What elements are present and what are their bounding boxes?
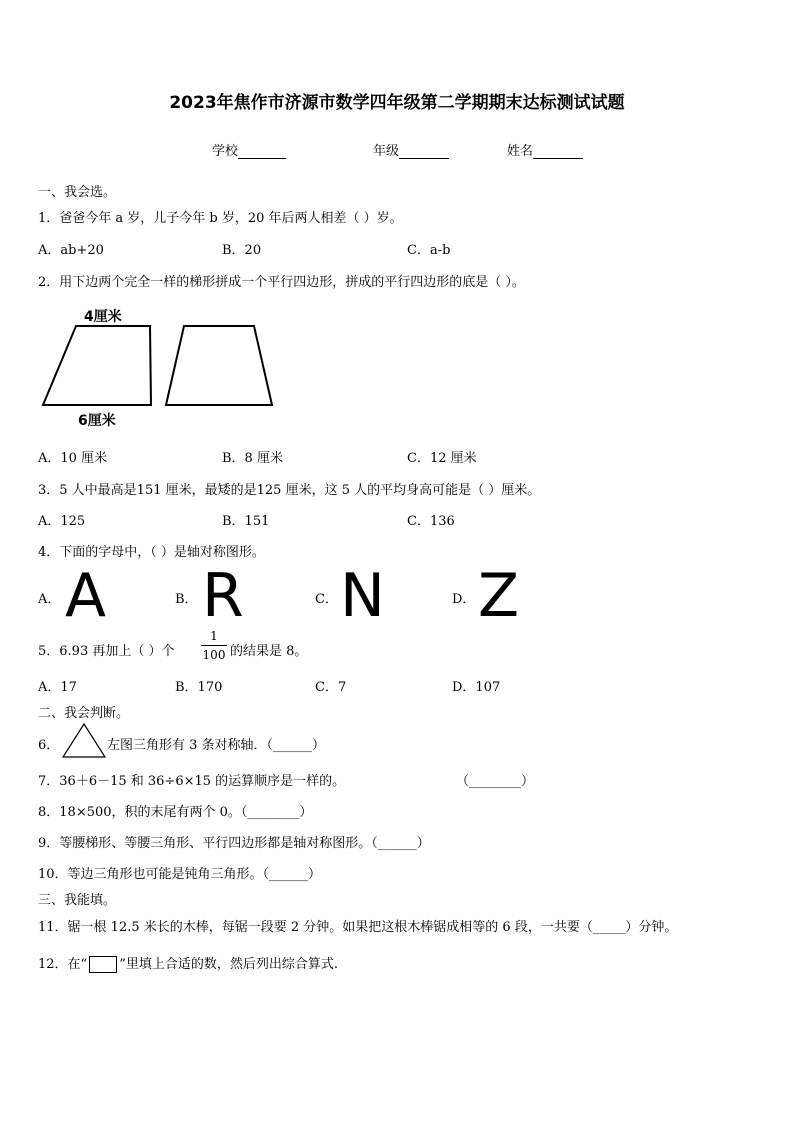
q1-option-c[interactable]: C．a-b (407, 243, 451, 258)
grade-label: 年级 (373, 144, 400, 159)
q4-option-b[interactable]: B． (175, 592, 198, 607)
q2-option-a[interactable]: A．10 厘米 (38, 451, 108, 466)
trapezoid-top-label: 4厘米 (84, 309, 122, 325)
question-7: 7．36＋6－15 和 36÷6×15 的运算顺序是一样的。 (38, 774, 346, 789)
question-2: 2．用下边两个完全一样的梯形拼成一个平行四边形，拼成的平行四边形的底是（ ）。 (38, 275, 525, 290)
q5-fraction-bar (201, 645, 227, 646)
page-title: 2023年焦作市济源市数学四年级第二学期期末达标测试试题 (169, 93, 625, 113)
trapezoid-bottom-label: 6厘米 (78, 413, 116, 429)
question-11: 11．锯一根 12.5 米长的木棒，每锯一段要 2 分钟。如果把这根木棒锯成相等的 6 段，一共要（_____）分钟。 (38, 920, 678, 935)
q5-text-before: 5．6.93 再加上（ ）个 (38, 644, 175, 659)
q4-option-c[interactable]: C． (315, 592, 338, 607)
q3-option-a[interactable]: A．125 (38, 514, 86, 529)
name-blank[interactable] (533, 144, 583, 159)
name-field (507, 140, 583, 159)
q1-option-a[interactable]: A．ab+20 (38, 243, 104, 258)
question-10: 10．等边三角形也可能是钝角三角形。（______） (38, 867, 322, 882)
question-12 (38, 953, 338, 973)
q7-answer-blank[interactable]: （________） (456, 774, 535, 789)
q2-option-c[interactable]: C．12 厘米 (407, 451, 477, 466)
question-1: 1．爸爸今年 a 岁，儿子今年 b 岁，20 年后两人相差（ ）岁。 (38, 211, 403, 226)
q1-option-b[interactable]: B．20 (222, 243, 262, 258)
grade-field (373, 140, 449, 159)
question-5 (38, 640, 174, 659)
section-1-heading: 一、我会选。 (38, 185, 117, 200)
q6-number: 6． (38, 738, 60, 753)
trapezoid-left (43, 326, 151, 405)
q4-letter-n: N (340, 561, 385, 631)
triangle-icon (60, 721, 108, 761)
answer-box-icon (89, 956, 117, 973)
q4-letter-z: Z (478, 561, 520, 631)
q4-option-a[interactable]: A． (38, 592, 61, 607)
q12-text-before: 12．在“ (38, 957, 88, 972)
question-8: 8．18×500，积的末尾有两个 0。（________） (38, 805, 313, 820)
q3-option-b[interactable]: B．151 (222, 514, 270, 529)
q2-option-b[interactable]: B．8 厘米 (222, 451, 283, 466)
school-field (212, 140, 286, 159)
question-4: 4．下面的字母中，（ ）是轴对称图形。 (38, 545, 265, 560)
trapezoid-right (166, 326, 272, 405)
question-6: 左图三角形有 3 条对称轴．（______） (107, 738, 326, 753)
school-label: 学校 (212, 144, 239, 159)
school-blank[interactable] (238, 144, 286, 159)
q4-option-d[interactable]: D． (452, 592, 476, 607)
name-label: 姓名 (507, 144, 534, 159)
q5-option-a[interactable]: A．17 (38, 680, 77, 695)
q5-fraction-numerator: 1 (210, 629, 218, 643)
trapezoid-figure (38, 302, 278, 432)
grade-blank[interactable] (399, 144, 449, 159)
q4-letter-a: A (65, 561, 107, 631)
question-9: 9．等腰梯形、等腰三角形、平行四边形都是轴对称图形。（______） (38, 836, 430, 851)
q12-text-after: ”里填上合适的数，然后列出综合算式. (119, 957, 338, 972)
q5-fraction-denominator: 100 (202, 648, 226, 662)
q5-option-d[interactable]: D．107 (452, 680, 501, 695)
question-3: 3．5 人中最高是151 厘米，最矮的是125 厘米，这 5 人的平均身高可能是（ ）厘米。 (38, 483, 541, 498)
q5-option-b[interactable]: B．170 (175, 680, 223, 695)
q5-text-after: 的结果是 8。 (230, 644, 308, 659)
q4-letter-r: R (202, 561, 244, 631)
section-3-heading: 三、我能填。 (38, 893, 117, 908)
q3-option-c[interactable]: C．136 (407, 514, 455, 529)
q5-option-c[interactable]: C．7 (315, 680, 347, 695)
q5-fraction (201, 628, 227, 663)
section-2-heading: 二、我会判断。 (38, 706, 130, 721)
